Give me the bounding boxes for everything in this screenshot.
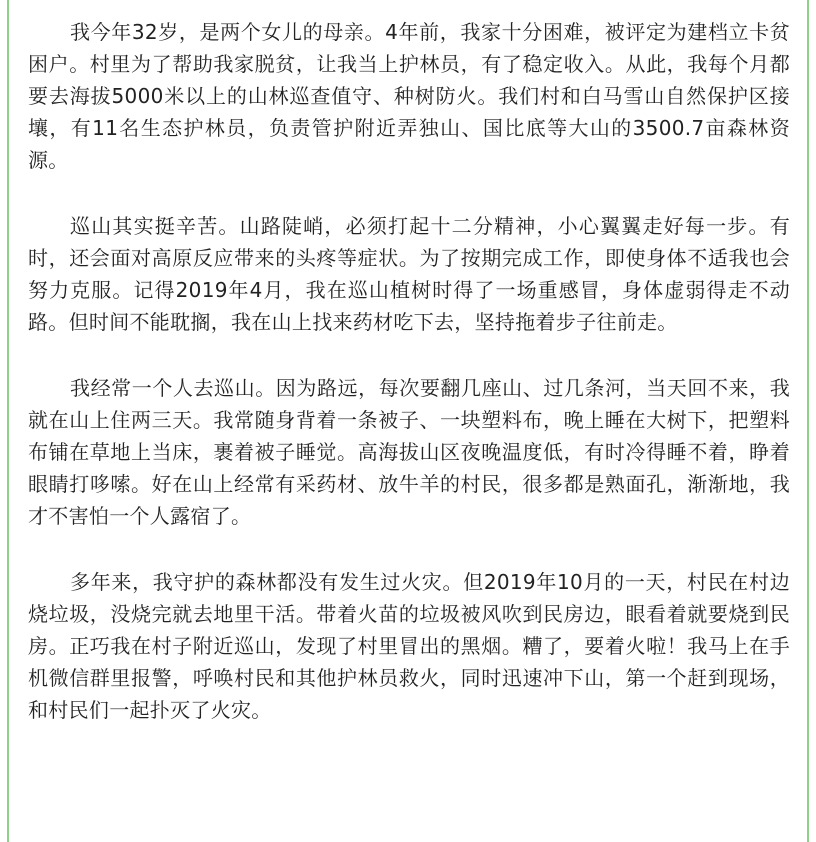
paragraph-1: 我今年32岁，是两个女儿的母亲。4年前，我家十分困难，被评定为建档立卡贫困户。村里为了帮助我家脱贫，让我当上护林员，有了稳定收入。从此，我每个月都要去海拔5000米以上的山林巡查值守、种树防火。我们村和白马雪山自然保护区接壤，有11名生态护林员，负责管护附近弄独山、国比底等大山的3500.7亩森林资源。 [28, 20, 790, 172]
paragraph-4: 多年来，我守护的森林都没有发生过火灾。但2019年10月的一天，村民在村边烧垃圾，没烧完就去地里干活。带着火苗的垃圾被风吹到民房边，眼看着就要烧到民房。正巧我在村子附近巡山，发现了村里冒出的黑烟。糟了，要着火啦！我马上在手机微信群里报警，呼唤村民和其他护林员救火，同时迅速冲下山，第一个赶到现场，和村民们一起扑灭了火灾。 [28, 570, 790, 722]
paragraph-3: 我经常一个人去巡山。因为路远，每次要翻几座山、过几条河，当天回不来，我就在山上住两三天。我常随身背着一条被子、一块塑料布，晚上睡在大树下，把塑料布铺在草地上当床，裹着被子睡觉。高海拔山区夜晚温度低，有时冷得睡不着，睁着眼睛打哆嗦。好在山上经常有采药材、放牛羊的村民，很多都是熟面孔，渐渐地，我才不害怕一个人露宿了。 [28, 376, 790, 528]
paragraph-2: 巡山其实挺辛苦。山路陡峭，必须打起十二分精神，小心翼翼走好每一步。有时，还会面对高原反应带来的头疼等症状。为了按期完成工作，即使身体不适我也会努力克服。记得2019年4月，我在巡山植树时得了一场重感冒，身体虚弱得走不动路。但时间不能耽搁，我在山上找来药材吃下去，坚持拖着步子往前走。 [28, 214, 790, 334]
article-body [28, 16, 790, 760]
